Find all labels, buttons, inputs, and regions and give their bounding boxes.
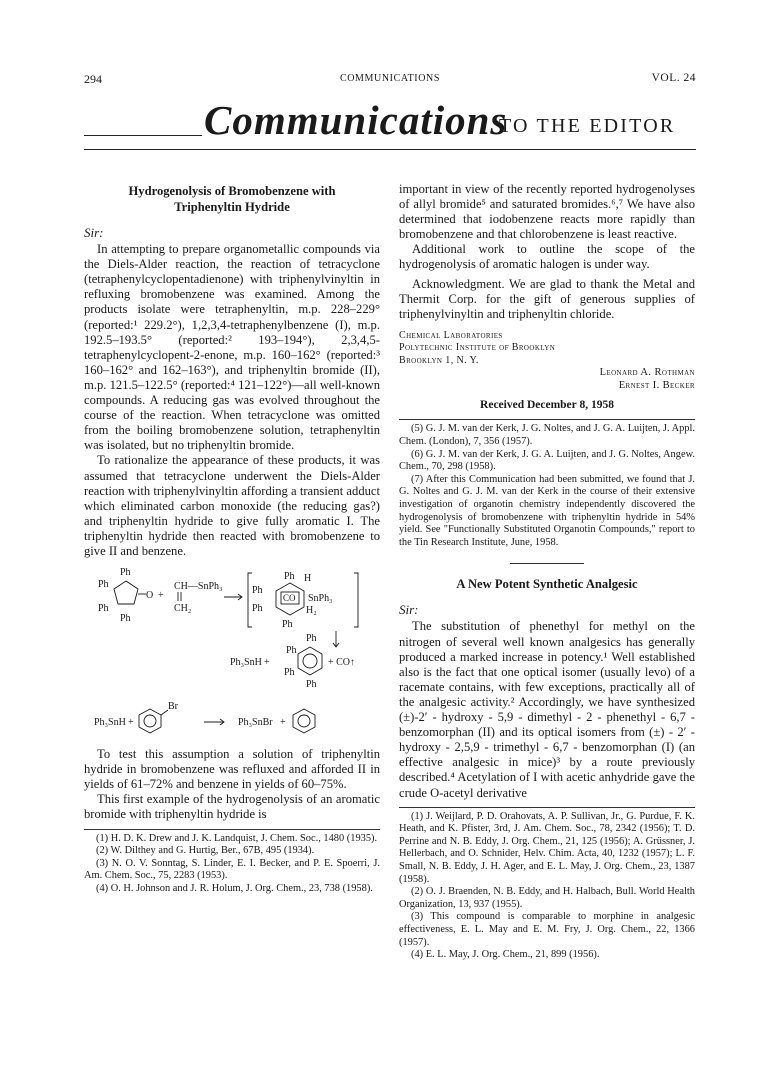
reference: (7) After this Communication had been submitted, we found that J. G. Noltes and G. J. M. van der Kerk in the course of their extensive investigation of organotin chemistry independently discovered the hydrogenolysis of bromobenzene with triphenyltin hydride in 54% yield. See "Functionally Substituted Organotin Compounds," report to the Tin Research Institute, June, 1958.: [399, 473, 695, 548]
tetracyclone-structure: [114, 581, 146, 604]
affiliation-line-2: Polytechnic Institute of Brooklyn: [399, 342, 556, 354]
article1-title-line1: Hydrogenolysis of Bromobenzene with: [128, 184, 336, 198]
affiliation: [399, 330, 695, 368]
scheme-ch2: CH₂: [174, 603, 192, 615]
scheme-ph-4: Ph: [120, 613, 131, 625]
masthead-subtitle: TO THE EDITOR: [499, 115, 676, 137]
scheme-snph3: SnPh₃: [308, 593, 333, 605]
right-column: [399, 182, 695, 962]
reference: (4) E. L. May, J. Org. Chem., 21, 899 (1956).: [411, 949, 600, 961]
article1-paragraph-4: This first example of the hydrogenolysis of an aromatic bromide with triphenyltin hydride is: [84, 792, 380, 822]
reference: (2) O. J. Braenden, N. B. Eddy, and H. Halbach, Bull. World Health Organization, 13, 937 (1955).: [399, 886, 695, 910]
reference: (2) W. Dilthey and G. Hurtig, Ber., 67B, 495 (1934).: [96, 845, 315, 857]
article2-title: A New Potent Synthetic Analgesic: [456, 577, 638, 592]
article1-paragraph-5: important in view of the recently reported hydrogenolyses of allyl bromide⁵ and saturated bromides.⁶,⁷ We have also determined that iodobenzene reacts more rapidly than bromobenzene and that chlorobenzene is least reactive.: [399, 182, 695, 242]
masthead-underline: [84, 149, 696, 150]
scheme-plus-2: +: [264, 657, 270, 669]
scheme-ph-8: Ph: [282, 619, 293, 631]
scheme-h: H: [304, 573, 312, 585]
scheme-plus-3: +: [128, 717, 134, 729]
masthead-title: Communications: [204, 97, 508, 143]
article2-references: [399, 807, 695, 962]
reaction-scheme: [84, 567, 380, 741]
scheme-ph-7: Ph: [252, 603, 263, 615]
page-number: 294: [84, 72, 102, 86]
reference: (1) H. D. K. Drew and J. K. Landquist, J. Chem. Soc., 1480 (1935).: [96, 832, 378, 844]
journal-section: COMMUNICATIONS: [339, 73, 441, 84]
scheme-ph-2: Ph: [98, 579, 109, 591]
article1-title-line2: Triphenyltin Hydride: [174, 200, 290, 214]
affiliation-line-3: Brooklyn 1, N. Y.: [399, 354, 479, 366]
tetraphenylbenzene-structure: [298, 647, 322, 675]
scheme-ph-5: Ph: [284, 571, 295, 583]
article1-paragraph-6: Additional work to outline the scope of the hydrogenolysis of aromatic halogen is under way.: [399, 242, 695, 272]
reference: (6) G. J. M. van der Kerk, J. G. A. Luijten, and J. G. Noltes, Angew. Chem., 70, 298 (1958).: [399, 448, 695, 473]
scheme-ph-9: Ph: [306, 633, 317, 645]
article-divider: [510, 563, 584, 564]
scheme-ph3snh-1: Ph₃SnH: [230, 657, 262, 669]
scheme-ph-6: Ph: [252, 585, 263, 597]
adduct-structure: [248, 573, 358, 627]
reference: (5) G. J. M. van der Kerk, J. G. Noltes, and J. G. A. Luijten, J. Appl. Chem. (London), 7, 356 (1957).: [399, 423, 695, 448]
article1-paragraph-2: To rationalize the appearance of these products, it was assumed that tetracyclone underwent the Diels-Alder reaction with triphenylvinyltin affording a transient adduct which eliminated carbon monoxide (the reducing gas?) and triphenyltin hydride to give fully aromatic I. The triphenyltin hydride then reacted with bromobenzene to give II and benzene.: [84, 453, 380, 558]
scheme-ph-1: Ph: [120, 567, 131, 579]
article1-paragraph-3: To test this assumption a solution of triphenyltin hydride in bromobenzene was refluxed and afforded II in yields of 61–72% and benzene in yields of 60–75%.: [84, 747, 380, 792]
reference: (3) N. O. V. Sonntag, S. Linder, E. I. Becker, and P. E. Spoerri, J. Am. Chem. Soc., 75, 2283 (1953).: [84, 857, 380, 882]
article1-paragraph-1: In attempting to prepare organometallic compounds via the Diels-Alder reaction, the reaction of tetracyclone (tetraphenylcyclopentadienone) with triphenylvinyltin in refluxing bromobenzene was examined. Among the products isolate were tetraphenyltin, m.p. 228–229° (reported:¹ 229.2°), 1,2,3,4-tetraphenylbenzene (I), m.p. 192.5–193.5° (reported:² 193–194°), 2,3,4,5-tetraphenylcyclopent-2-enone, m.p. 160–162° (reported:³ 160–162° and 162–163°), and triphenyltin bromide (II), m.p. 121.5–122.5° (reported:⁴ 121–122°)—all well-known compounds. A reducing gas was evolved throughout the course of the reaction. When tetracyclone was omitted from the boiling bromobenzene solution, tetraphenyltin was isolated, but no triphenyltin bromide.: [84, 242, 380, 453]
reference: (4) O. H. Johnson and J. R. Holum, J. Org. Chem., 23, 738 (1958).: [96, 882, 373, 894]
volume-label: VOL. 24: [651, 72, 696, 84]
author-2: Ernest I. Becker: [618, 379, 695, 391]
scheme-h2: H₂: [306, 605, 317, 617]
scheme-plus-co: + CO↑: [328, 657, 356, 669]
affiliation-line-1: Chemical Laboratories: [399, 329, 503, 341]
running-head: [84, 72, 696, 88]
received-date: Received December 8, 1958: [480, 399, 614, 412]
article2-paragraph-1: The substitution of phenethyl for methyl on the nitrogen of several well known analgesics has generally produced a marked increase in potency.¹ Well established also is the fact that one optical isomer (usually levo) of a racemate contains, with few exceptions, practically all of the analgesic activity.² Accordingly, we have synthesized (±)-2′ - hydroxy - 5,9 - dimethyl - 2 - phenethyl - 6,7 - benzomorphan (II) and its optical isomers from (±) - 2′ - hydroxy - 2,5,9 - trimethyl - 6,7 - benzomorphan (I) (an effective analgesic in mice)³ by a route previously described.⁴ Acetylation of I with acetic anhydride gave the crude O-acetyl derivative: [399, 619, 695, 800]
scheme-ph3snh-2: Ph₃SnH: [94, 717, 126, 729]
bromobenzene-structure: [139, 709, 168, 733]
article1-references-left: [84, 829, 380, 896]
article1-signature: [399, 330, 695, 393]
scheme-o: O: [146, 590, 154, 602]
left-column: [84, 183, 380, 896]
scheme-ph-12: Ph: [306, 679, 317, 691]
article1-title: [84, 183, 380, 215]
article1-salutation: Sir:: [84, 225, 104, 240]
scheme-plus-4: +: [280, 717, 286, 729]
article1-acknowledgment: Acknowledgment. We are glad to thank the Metal and Thermit Corp. for the gift of generous supplies of triphenylvinyltin and triphenyltin chloride.: [399, 276, 695, 321]
scheme-ph-11: Ph: [284, 667, 295, 679]
scheme-ph-10: Ph: [286, 645, 297, 657]
authors: [399, 367, 695, 392]
article2-salutation: Sir:: [399, 602, 419, 618]
author-1: Leonard A. Rothman: [599, 367, 695, 379]
article1-references-right: [399, 419, 695, 549]
scheme-br: Br: [168, 701, 178, 713]
reference: (3) This compound is comparable to morphine in analgesic effectiveness, E. L. May and E. M. Fry, J. Org. Chem., 22, 1366 (1957).: [399, 911, 695, 948]
reference: (1) J. Weijlard, P. D. Orahovats, A. P. Sullivan, Jr., G. Purdue, F. K. Heath, and K. Pfister, 3rd, J. Am. Chem. Soc., 78, 2342 (1956); T. D. Perrine and N. B. Eddy, J. Org. Chem., 21, 125 (1956); A. Grüssner, J. Hellerbach, and O. Schnider, Helv. Chim. Acta, 40, 1232 (1957); L. F. Small, N. B. Eddy, J. H. Ager, and E. L. May, J. Org. Chem., 23, 1387 (1958).: [399, 810, 695, 885]
reaction-scheme-drawing: [84, 567, 380, 741]
masthead-rule: [84, 135, 202, 136]
scheme-plus-1: +: [158, 590, 164, 602]
scheme-co-bridge: CO: [283, 593, 296, 604]
masthead: [84, 96, 696, 146]
benzene-structure: [293, 709, 315, 733]
scheme-ph3snbr: Ph₃SnBr: [238, 717, 273, 729]
scheme-ch-snph3: CH—SnPh₃: [174, 581, 223, 593]
scheme-ph-3: Ph: [98, 603, 109, 615]
